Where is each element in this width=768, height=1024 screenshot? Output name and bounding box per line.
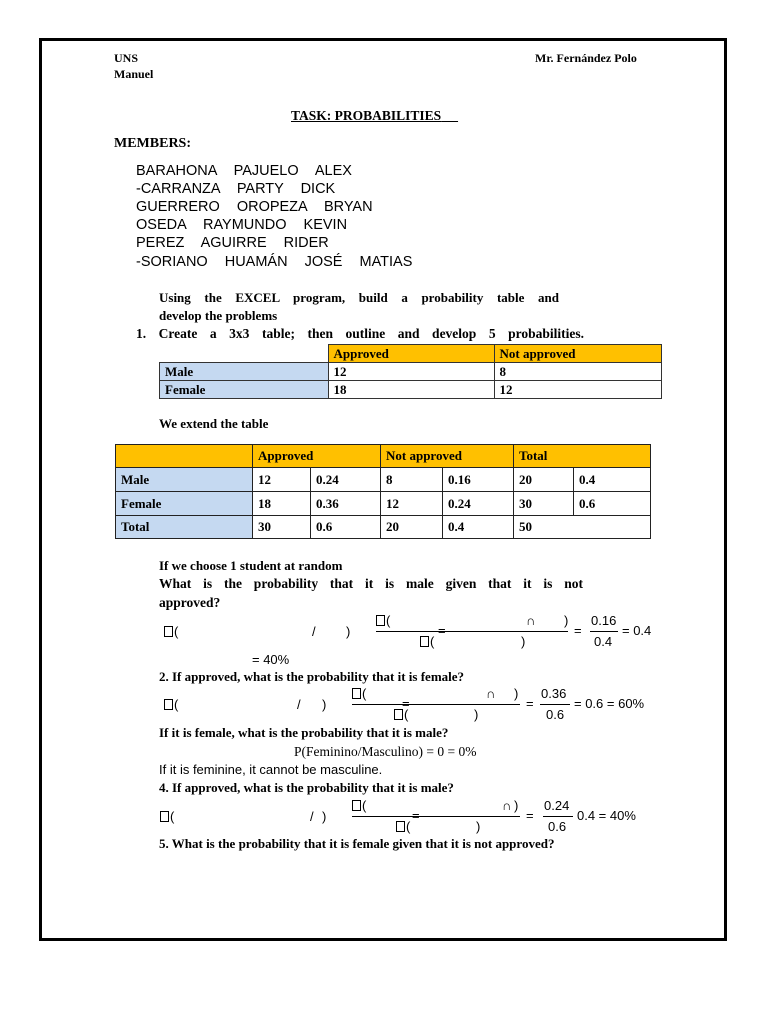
- t2-cell: 0.36: [311, 492, 381, 516]
- q2-text: 2. If approved, what is the probability that it is female?: [159, 669, 465, 684]
- f2-eq1: =: [402, 696, 410, 711]
- extend-label: We extend the table: [159, 416, 269, 431]
- member-1: BARAHONA PAJUELO ALEX: [136, 163, 352, 179]
- t2-cell: 0.4: [443, 516, 514, 539]
- t2-cell: 12: [381, 492, 443, 516]
- f2-num-cap: ∩: [486, 686, 496, 701]
- table-row: [116, 492, 651, 516]
- placeholder-box-icon: [352, 688, 361, 699]
- intro-line2: develop the problems: [159, 308, 278, 323]
- f4-result: 0.4 = 40%: [577, 808, 636, 823]
- f4-den-val: 0.6: [548, 819, 567, 834]
- t1-cell: 12: [494, 381, 662, 399]
- f2-num-val: 0.36: [541, 686, 567, 701]
- f1-percent: = 40%: [252, 652, 290, 667]
- placeholder-box-icon: [352, 800, 361, 811]
- f1-num-val: 0.16: [591, 613, 617, 628]
- f1-num-open: (: [376, 613, 390, 628]
- f2-fraction-bar: [352, 704, 520, 705]
- t2-cell: 20: [381, 516, 443, 539]
- placeholder-box-icon: [396, 821, 405, 832]
- t1-cell: 8: [494, 363, 662, 381]
- f1-eq1: =: [438, 623, 446, 638]
- f1-den-close: ): [521, 634, 526, 649]
- placeholder-box-icon: [160, 811, 169, 822]
- t2-header-total: Total: [514, 445, 651, 468]
- member-3: GUERRERO OROPEZA BRYAN: [136, 199, 373, 215]
- f2-eq2: =: [526, 696, 534, 711]
- table-row: [160, 381, 662, 399]
- step1-text: 1. Create a 3x3 table; then outline and develop 5 probabilities.: [136, 326, 584, 341]
- f2-den-val: 0.6: [546, 707, 565, 722]
- f1-lhs-slash: /: [312, 624, 316, 639]
- t2-row-label: Total: [116, 516, 253, 539]
- f1-num-close: ): [564, 613, 569, 628]
- f4-num-close: ): [514, 798, 519, 813]
- f2-den-open: (: [394, 707, 408, 722]
- table-row: [116, 468, 651, 492]
- q3-note: If it is feminine, it cannot be masculine.: [159, 762, 383, 777]
- t2-cell: 0.6: [574, 492, 651, 516]
- f1-eq2: =: [574, 623, 582, 638]
- q3-text: If it is female, what is the probability that it is male?: [159, 725, 449, 740]
- member-5: PEREZ AGUIRRE RIDER: [136, 235, 329, 251]
- q3-formula: P(Feminino/Masculino) = 0 = 0%: [294, 744, 477, 759]
- question-intro: If we choose 1 student at random: [159, 558, 343, 573]
- f1-value-bar: [590, 631, 618, 632]
- members-label: MEMBERS:: [114, 136, 191, 151]
- f4-lhs-slash: /: [310, 809, 314, 824]
- f4-lhs-open: (: [160, 809, 174, 824]
- t1-row-label: Male: [160, 363, 329, 381]
- placeholder-box-icon: [376, 615, 385, 626]
- t2-cell: 0.24: [311, 468, 381, 492]
- q4-text: 4. If approved, what is the probability that it is male?: [159, 780, 454, 795]
- f1-den-open: (: [420, 634, 434, 649]
- placeholder-box-icon: [420, 636, 429, 647]
- t2-cell: 12: [253, 468, 311, 492]
- t2-header-not-approved: Not approved: [381, 445, 514, 468]
- f4-value-bar: [543, 816, 573, 817]
- t2-cell: 18: [253, 492, 311, 516]
- f4-lhs-close: ): [322, 809, 327, 824]
- placeholder-box-icon: [394, 709, 403, 720]
- t2-corner: [116, 445, 253, 468]
- table-row: [160, 363, 662, 381]
- f2-den-close: ): [474, 707, 479, 722]
- f1-result: = 0.4: [622, 623, 652, 638]
- placeholder-box-icon: [164, 699, 173, 710]
- t1-row-label: Female: [160, 381, 329, 399]
- f2-result: = 0.6 = 60%: [574, 696, 645, 711]
- t1-header-not-approved: Not approved: [494, 345, 662, 363]
- header-right: Mr. Fernández Polo: [535, 51, 637, 65]
- probability-table-extended: [115, 444, 651, 539]
- t1-cell: 12: [328, 363, 494, 381]
- f2-lhs-close: ): [322, 697, 327, 712]
- probability-table-small: [159, 344, 662, 399]
- f4-den-open: (: [396, 819, 410, 834]
- t2-cell: 0.4: [574, 468, 651, 492]
- f1-den-val: 0.4: [594, 634, 613, 649]
- member-4: OSEDA RAYMUNDO KEVIN: [136, 217, 348, 233]
- t2-row-label: Female: [116, 492, 253, 516]
- f4-eq1: =: [412, 808, 420, 823]
- f4-den-close: ): [476, 819, 481, 834]
- t2-cell: 0.24: [443, 492, 514, 516]
- t2-cell: 30: [514, 492, 574, 516]
- t2-cell: 8: [381, 468, 443, 492]
- t2-cell: 50: [514, 516, 651, 539]
- f2-num-open: (: [352, 686, 366, 701]
- t2-cell: 0.16: [443, 468, 514, 492]
- f4-num-open: (: [352, 798, 366, 813]
- t1-header-approved: Approved: [328, 345, 494, 363]
- f1-lhs-close: ): [346, 624, 351, 639]
- f2-lhs-open: (: [164, 697, 178, 712]
- f1-fraction-bar: [376, 631, 568, 632]
- page-title: TASK: PROBABILITIES: [291, 108, 442, 123]
- t2-cell: 20: [514, 468, 574, 492]
- placeholder-box-icon: [164, 626, 173, 637]
- t1-cell: 18: [328, 381, 494, 399]
- f1-num-cap: ∩: [526, 613, 536, 628]
- intro-line1: Using the EXCEL program, build a probability table and: [159, 290, 559, 305]
- header-left-line1: UNS: [114, 51, 139, 65]
- member-2: -CARRANZA PARTY DICK: [136, 181, 336, 197]
- t2-cell: 30: [253, 516, 311, 539]
- t2-header-approved: Approved: [253, 445, 381, 468]
- t1-corner: [160, 345, 329, 363]
- f4-num-cap: ∩: [502, 798, 512, 813]
- f2-lhs-slash: /: [297, 697, 301, 712]
- q1-line1: What is the probability that it is male given that it is not: [159, 576, 583, 591]
- f1-lhs-open: (: [164, 624, 178, 639]
- table-row: [116, 516, 651, 539]
- member-6: -SORIANO HUAMÁN JOSÉ MATIAS: [136, 254, 413, 270]
- f2-value-bar: [540, 704, 570, 705]
- q5-text: 5. What is the probability that it is female given that it is not approved?: [159, 836, 555, 851]
- f4-fraction-bar: [352, 816, 520, 817]
- f4-eq2: =: [526, 808, 534, 823]
- q1-line2: approved?: [159, 595, 221, 610]
- f2-num-close: ): [514, 686, 519, 701]
- t2-cell: 0.6: [311, 516, 381, 539]
- f4-num-val: 0.24: [544, 798, 570, 813]
- t2-row-label: Male: [116, 468, 253, 492]
- header-left-line2: Manuel: [114, 67, 154, 81]
